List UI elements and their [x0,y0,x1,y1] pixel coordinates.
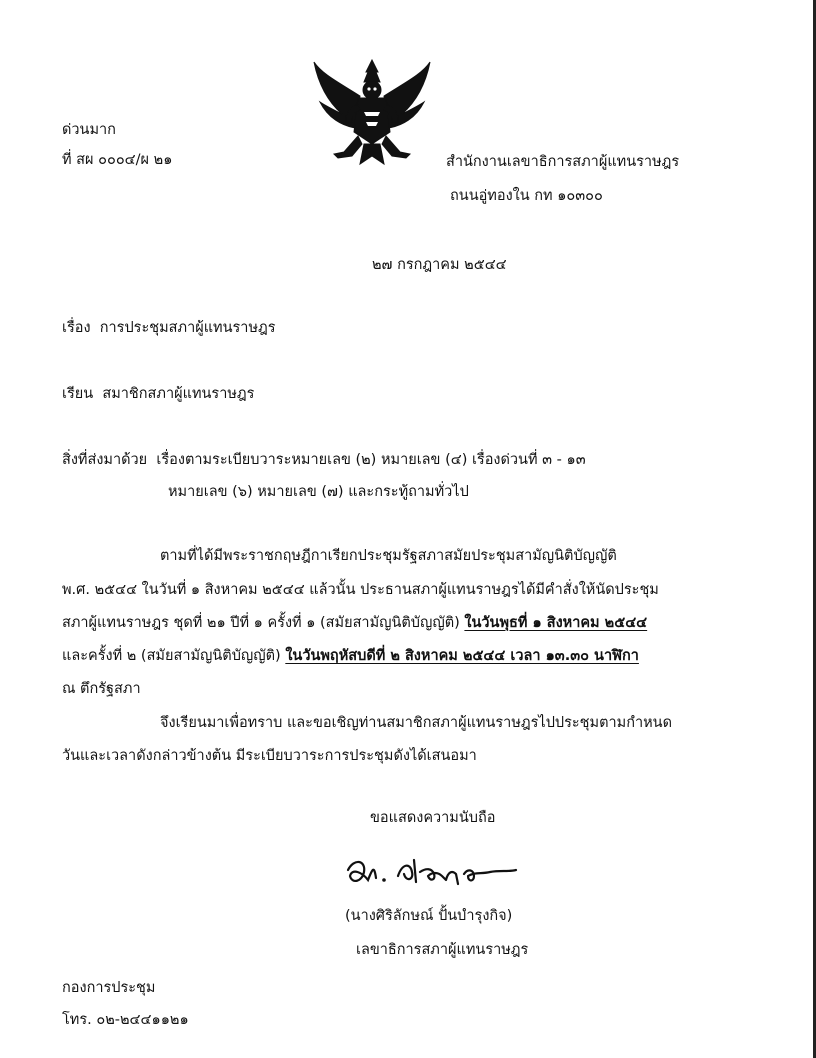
body-paragraph-2-line-2: วันและเวลาดังกล่าวข้างต้น มีระเบียบวาระการประชุมดังได้เสนอมา [62,748,477,764]
signer-name: (นางศิริลักษณ์ ปั้นบำรุงกิจ) [345,908,513,924]
body-paragraph-1-line-2: พ.ศ. ๒๕๔๔ ในวันที่ ๑ สิงหาคม ๒๕๔๔ แล้วนั้น ประธานสภาผู้แทนราษฎรได้มีคำสั่งให้นัดประชุม [62,582,659,598]
body-paragraph-1-line-1: ตามที่ได้มีพระราชกฤษฎีกาเรียกประชุมรัฐสภาสมัยประชุมสามัญนิติบัญญัติ [160,548,617,564]
body-paragraph-1-line-4 [62,646,639,666]
signer-title: เลขาธิการสภาผู้แทนราษฎร [356,942,529,958]
subject-line [62,318,276,338]
phone-number: โทร. ๐๒-๒๔๔๑๑๒๑ [62,1012,189,1028]
body-paragraph-1-line-5: ณ ตึกรัฐสภา [62,681,141,697]
body-paragraph-2-line-1: จึงเรียนมาเพื่อทราบ และขอเชิญท่านสมาชิกสภาผู้แทนราษฎรไปประชุมตามกำหนด [160,715,673,731]
urgency-label: ด่วนมาก [62,122,116,138]
handwritten-signature [340,850,540,895]
meeting-2-date: ในวันพฤหัสบดีที่ ๒ สิงหาคม ๒๕๔๔ เวลา ๑๓.๓๐ นาฬิกา [285,648,639,664]
body-paragraph-1-line-3 [62,613,647,633]
document-date: ๒๗ กรกฎาคม ๒๕๔๔ [372,257,507,273]
meeting-1-details: สภาผู้แทนราษฎร ชุดที่ ๒๑ ปีที่ ๑ ครั้งที่ ๑ (สมัยสามัญนิติบัญญัติ) [62,615,465,631]
meeting-2-details: และครั้งที่ ๒ (สมัยสามัญนิติบัญญัติ) [62,648,286,664]
organization-address: ถนนอู่ทองใน กท ๑๐๓๐๐ [450,188,603,204]
garuda-emblem-icon [308,52,436,170]
closing-salutation: ขอแสดงความนับถือ [370,810,496,826]
recipient-label: เรียน [62,386,94,402]
enclosure-label: สิ่งที่ส่งมาด้วย [62,452,148,468]
reference-number: ที่ สผ ๐๐๐๔/ผ ๒๑ [62,152,173,168]
recipient-line [62,384,254,404]
enclosure-text-1: เรื่องตามระเบียบวาระหมายเลข (๒) หมายเลข (๔) เรื่องด่วนที่ ๓ - ๑๓ [156,452,586,468]
recipient-text: สมาชิกสภาผู้แทนราษฎร [102,386,255,402]
department-name: กองการประชุม [62,980,156,996]
subject-text: การประชุมสภาผู้แทนราษฎร [99,320,276,336]
subject-label: เรื่อง [62,320,91,336]
enclosure-line-1 [62,450,586,470]
organization-name: สำนักงานเลขาธิการสภาผู้แทนราษฎร [446,154,680,170]
meeting-1-date: ในวันพุธที่ ๑ สิงหาคม ๒๕๔๔ [464,615,648,631]
enclosure-text-2: หมายเลข (๖) หมายเลข (๗) และกระทู้ถามทั่วไป [168,484,469,500]
